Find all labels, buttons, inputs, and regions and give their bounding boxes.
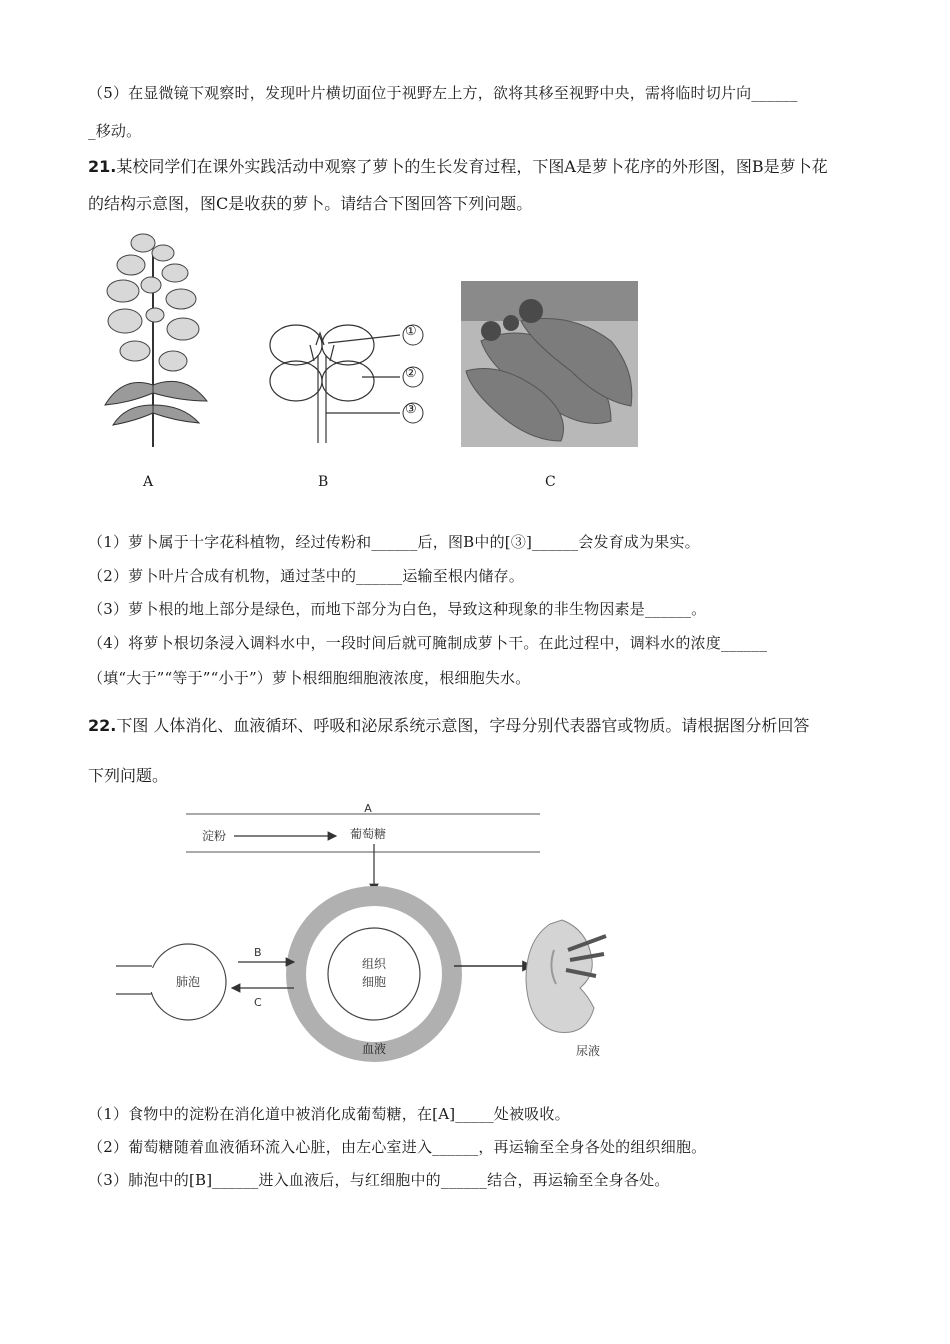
diagram-label-b: B — [254, 946, 262, 959]
diagram-label-a: A — [364, 802, 372, 815]
diagram-label-c: C — [254, 996, 262, 1009]
q22-sub1: （1）食物中的淀粉在消化道中被消化成葡萄糖，在[A]_____处被吸收。 — [88, 1105, 570, 1123]
kidney-illustration — [526, 920, 606, 1033]
q21-sub4-line1: （4）将萝卜根切条浸入调料水中，一段时间后就可腌制成萝卜干。在此过程中，调料水的浓度______ — [88, 634, 768, 652]
figure-c-label: C — [545, 474, 556, 490]
q21-number: 21. — [88, 157, 117, 176]
diagram-glucose: 葡萄糖 — [350, 827, 387, 841]
figure-c-radish-photo — [461, 281, 638, 447]
q22-stem-line2: 下列问题。 — [88, 766, 169, 785]
callout-1: ① — [405, 324, 417, 339]
q21-sub3: （3）萝卜根的地上部分是绿色，而地下部分为白色，导致这种现象的非生物因素是______。 — [88, 600, 707, 618]
diagram-starch: 淀粉 — [202, 829, 227, 843]
q21-stem-line2: 的结构示意图，图C是收获的萝卜。请结合下图回答下列问题。 — [88, 194, 533, 213]
figure-a-radish-inflorescence — [95, 225, 215, 450]
q22-stem-line1: 22.下图 人体消化、血液循环、呼吸和泌尿系统示意图，字母分别代表器官或物质。请根据图分析回答 — [88, 716, 810, 735]
q22-body-systems-diagram — [110, 800, 630, 1070]
q20-sub5-line2: _移动。 — [88, 122, 142, 140]
q22-number: 22. — [88, 716, 117, 735]
q22-sub3: （3）肺泡中的[B]______进入血液后，与红细胞中的______结合，再运输至全身各处。 — [88, 1171, 670, 1189]
diagram-urine: 尿液 — [575, 1044, 601, 1058]
callout-2: ② — [405, 366, 417, 381]
q20-sub5-line1: （5）在显微镜下观察时，发现叶片横切面位于视野左上方，欲将其移至视野中央，需将临时切片向______ — [88, 84, 798, 102]
figure-b-label: B — [318, 474, 329, 490]
diagram-alveolus: 肺泡 — [175, 975, 201, 989]
q21-sub4-line2: （填“大于”“等于”“小于”）萝卜根细胞细胞液浓度，根细胞失水。 — [88, 669, 531, 687]
callout-3: ③ — [405, 402, 417, 417]
diagram-blood: 血液 — [361, 1042, 387, 1056]
figure-a-label: A — [143, 474, 154, 490]
q22-sub2: （2）葡萄糖随着血液循环流入心脏，由左心室进入______，再运输至全身各处的组织细胞。 — [88, 1138, 707, 1156]
q21-sub2: （2）萝卜叶片合成有机物，通过茎中的______运输至根内储存。 — [88, 567, 524, 585]
q21-stem-line1: 21.某校同学们在课外实践活动中观察了萝卜的生长发育过程，下图A是萝卜花序的外形图，图B是萝卜花 — [88, 157, 828, 176]
diagram-tissue-line2: 细胞 — [361, 975, 387, 989]
q21-sub1: （1）萝卜属于十字花科植物，经过传粉和______后，图B中的[③]______会发育成为果实。 — [88, 533, 700, 551]
diagram-tissue-line1: 组织 — [361, 957, 387, 971]
